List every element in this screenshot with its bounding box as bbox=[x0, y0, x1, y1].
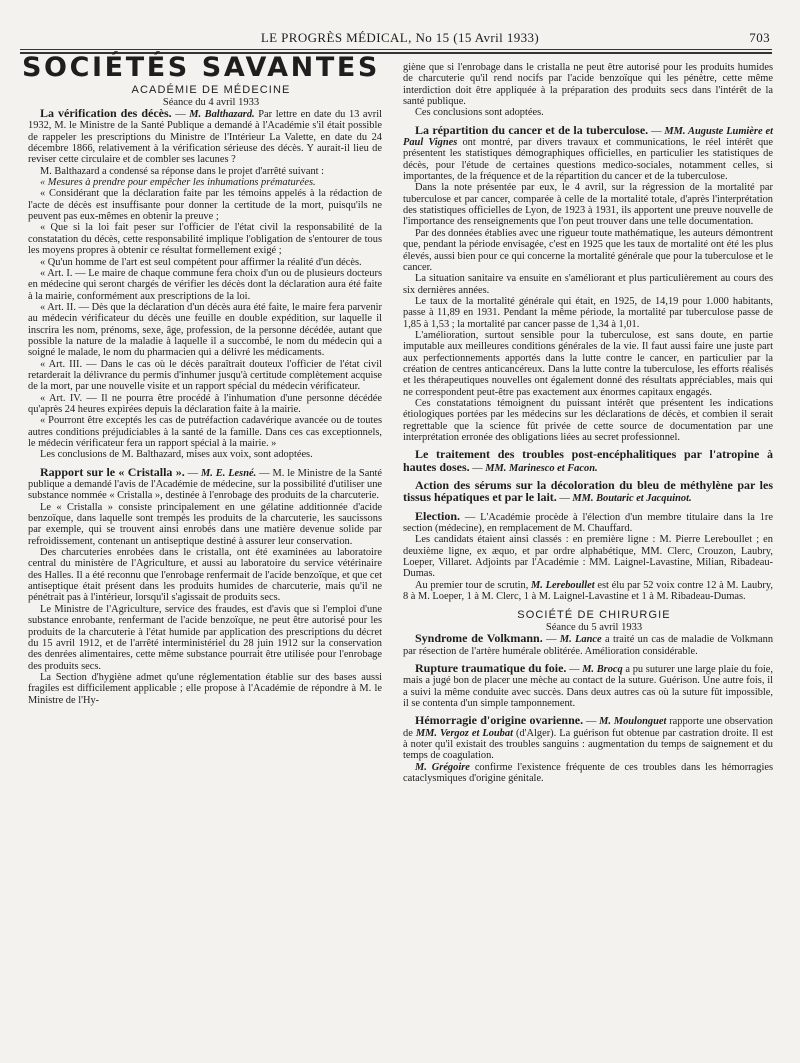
entry-author: MM. Marinesco et Facon. bbox=[485, 462, 598, 474]
academy-date: Séance du 4 avril 1933 bbox=[162, 96, 260, 108]
entry-rupture-foie bbox=[403, 660, 773, 709]
paragraph-text: est élu par 52 voix contre 12 à M. Laubry, 8 à M. Loeper, 1 à M. Clerc, 1 à M. Laignel-Lavastine et 1 à M. Ribadeau-Dumas. bbox=[403, 579, 773, 603]
entry-text: — M. le Ministre de la Santé publique a demandé l'avis de l'Académie de médecine, sur la possibilité d'utiliser une substance nommée « Cristalla », destinée à l'enrobage des produits de la charcuterie. bbox=[28, 467, 383, 502]
entry-title: La répartition du cancer et de la tuberculose. bbox=[415, 122, 649, 137]
left-column bbox=[22, 52, 383, 706]
paragraph bbox=[403, 762, 773, 785]
entry-text: — L'Académie procède à l'élection d'un membre titulaire dans la 1re section (médecine), en remplacement de M. Chauffard. bbox=[403, 511, 773, 535]
paragraph: « Que si la loi fait peser sur l'officier de l'état civil la responsabilité de la constatation du décès, cette responsabilité implique l'obligation de s'entourer de tous les moyens propres à obtenir ce résultat formellement exigé ; bbox=[28, 222, 382, 257]
right-column bbox=[403, 62, 773, 784]
page-number: 703 bbox=[749, 30, 770, 45]
entry-text: ont montré, par divers travaux et communications, le réel intérêt que présentent les statistiques démographiques officielles, en particulier les statistiques de décès, pour l'étude de certaines questions medico-sociales, notamment celles, si importantes, de la fréquence et de la répartition du cancer et de la tuberculose. bbox=[403, 137, 773, 183]
entry-title: Rapport sur le « Cristalla ». bbox=[40, 464, 185, 479]
entry-title: Rupture traumatique du foie. bbox=[415, 660, 567, 675]
entry-title: Le traitement des troubles post-encéphalitiques par l'atropine à hautes doses. bbox=[403, 447, 773, 474]
entry-cancer-tuberculose bbox=[403, 122, 773, 183]
section-title: SOCIÉTÉS SAVANTES bbox=[22, 52, 380, 83]
paragraph: La Section d'hygiène admet qu'une réglementation établie sur des bases aussi fragiles est difficilement applicable ; elle propose à l'Académie de répondre à M. le Ministre de l'Hy- bbox=[28, 671, 382, 706]
paragraph-text: confirme l'existence fréquente de ces troubles dans les hémorragies cataclysmiques d'origine génitale. bbox=[403, 761, 773, 784]
entry-author: MM. Vergoz et Loubat bbox=[415, 727, 513, 739]
entry-separator: — bbox=[583, 716, 600, 728]
entry-title: Election. bbox=[415, 508, 460, 523]
entry-author: M. Balthazard. bbox=[189, 109, 255, 121]
entry-separator: — bbox=[566, 663, 583, 675]
entry-author: M. Brocq bbox=[582, 663, 623, 675]
entry-separator: — bbox=[648, 125, 665, 137]
entry-separator: — bbox=[184, 467, 201, 479]
paragraph: Les candidats étaient ainsi classés : en première ligne : M. Pierre Lereboullet ; en deuxième ligne, ex æquo, et par ordre alphabétique, MM. Clerc, Crouzon, Laubry, Loeper, Villaret. Adjoints par l'Académie : MM. Laignel-Lavastine, Milian, Ribadeau-Dumas. bbox=[403, 534, 773, 580]
entry-author: M. Lance bbox=[559, 634, 602, 646]
paragraph: « Art. III. — Dans le cas où le décès paraîtrait douteux l'officier de l'état civil retarderait la délivrance du permis d'inhumer jusqu'à certitude complètement acquise de la mort, par une nouvelle visite et un rapport spécial du médecin vérificateur. bbox=[28, 358, 382, 393]
entry-election bbox=[403, 508, 773, 535]
surgery-date: Séance du 5 avril 1933 bbox=[545, 621, 643, 633]
entry-author: M. E. Lesné. bbox=[201, 467, 257, 479]
paragraph: Dans la note présentée par eux, le 4 avril, sur la régression de la mortalité par tuberculose et par cancer, comparée à celle de la mortalité totale, d'après l'interprétation des statistiques officielles de Lyon, de 1923 à 1931, ils apportent une preuve nouvelle de l'importance des renseignements que l'on peut trouver dans une telle documentation. bbox=[403, 182, 773, 228]
paragraph: Des charcuteries enrobées dans le cristalla, ont été examinées au laboratoire central du ministère de l'Agriculture, et aussi au laboratoire du service vétérinaire des Halles. Il a été reconnu que l'enrobage renfermait de l'acide benzoïque, et que cet antiseptique était présent dans les produits humides de charcuterie, mais qu'il ne pénétrait pas à l'intérieur, lorsqu'il s'agissait de produits secs. bbox=[28, 547, 382, 604]
entry-author: M. Lereboullet bbox=[531, 579, 595, 591]
entry-author: MM. Boutaric et Jacquinot. bbox=[572, 493, 692, 505]
entry-serums bbox=[403, 480, 773, 505]
paragraph: M. Balthazard a condensé sa réponse dans le projet d'arrêté suivant : bbox=[40, 165, 325, 177]
paragraph: Le Ministre de l'Agriculture, service des fraudes, est d'avis que si l'emploi d'une substance enrobante, renfermant de l'acide benzoïque, ne peut être autorisé pour les produits de la charcuterie à l'état humide par application des prescriptions du décret du 15 avril 1912, et de l'arrêté interministériel du 28 juin 1912 sur la conservation des denrées alimentaires, cette même substance pourrait être utilisée pour l'enrobage des produits secs. bbox=[28, 603, 382, 672]
running-header bbox=[30, 30, 770, 50]
entry-title: Syndrome de Volkmann. bbox=[415, 631, 543, 646]
entry-title: La vérification des décès. bbox=[40, 106, 172, 121]
paragraph: « Art. I. — Le maire de chaque commune fera choix d'un ou de plusieurs docteurs en médecine qui seront chargés de vérifier les décès dont la déclaration aura été faite à la mairie, conformément aux prescriptions de la loi. bbox=[28, 267, 382, 302]
paragraph: « Considérant que la déclaration faite par les témoins appelés à la rédaction de l'acte de décès est insuffisante pour donner la certitude de la mort, puisqu'ils ne peuvent pas eux-mêmes en obtenir la preuve ; bbox=[28, 188, 382, 223]
entry-separator: — bbox=[469, 462, 486, 474]
entry-text: a pu suturer une large plaie du foie, mais a jugé bon de placer une mèche au contact de la suture. Guérison. Une autre fois, il a suivi la même conduite avec succès. Dans deux autres cas où la suture fût impossible, il se contenta d'un simple tamponnement. bbox=[403, 663, 773, 709]
entry-post-encephalitiques bbox=[403, 449, 773, 474]
entry-title: Hémorragie d'origine ovarienne. bbox=[415, 713, 584, 728]
entry-separator: — bbox=[556, 493, 573, 505]
entry-author: M. Moulonguet bbox=[599, 716, 667, 728]
running-title: LE PROGRÈS MÉDICAL, No 15 (15 Avril 1933) bbox=[260, 30, 540, 45]
entry-author: MM. Auguste Lumière et Paul Vignes bbox=[403, 125, 773, 149]
paragraph: « Qu'un homme de l'art est seul compétent pour affirmer la réalité d'un décès. bbox=[40, 256, 362, 268]
paragraph: « Mesures à prendre pour empêcher les inhumations prématurées. bbox=[40, 177, 316, 189]
entry-text: (d'Alger). La guérison fut obtenue par castration droite. Il est à noter qu'il existait des troubles sanguins : augmentation du temps de saignement et du temps de coagulation. bbox=[403, 727, 774, 762]
paragraph-text: Au premier tour de scrutin, bbox=[415, 579, 532, 591]
paragraph: giène que si l'enrobage dans le cristalla ne peut être autorisé pour les produits humides de charcuterie qu'il rend nocifs par l'acide benzoïque qui les pénètre, cette même interdiction doit être appliquée à la préparation des produits secs dans l'intérêt de la santé publique. bbox=[403, 62, 773, 108]
entry-author: M. Grégoire bbox=[415, 761, 470, 773]
paragraph: Le taux de la mortalité générale qui était, en 1925, de 14,19 pour 1.000 habitants, passe à 11,89 en 1931. Pendant la même période, la mortalité par tuberculose passe de 1,85 à 1,53 ; la mortalité par cancer passe de 1,34 à 1,01. bbox=[403, 295, 773, 330]
paragraph: Par des données établies avec une rigueur toute mathématique, les auteurs démontrent que, pendant la période envisagée, c'est en 1925 que les taux de mortalité ont été les plus élevés, aussi bien pour ce qui concerne la mortalité générale que pour la tuberculose et le cancer. bbox=[403, 227, 773, 273]
entry-hemorragie-ovarienne bbox=[403, 715, 773, 761]
paragraph: Ces conclusions sont adoptées. bbox=[415, 107, 544, 119]
entry-separator: — bbox=[542, 634, 560, 646]
paragraph: « Art. II. — Dès que la déclaration d'un décès aura été faite, le maire fera parvenir au médecin vérificateur du décès une feuille en double expédition, sur laquelle il inscrira les nom, prénoms, sexe, âge, profession, de la personne décédée, autant que possible la nature de la maladie à laquelle il a succombé, le nom du médecin qui a soigné le malade, le nom du pharmacien qui a délivré les médicaments. bbox=[28, 301, 382, 359]
paragraph: Les conclusions de M. Balthazard, mises aux voix, sont adoptées. bbox=[40, 449, 313, 461]
entry-title: Action des sérums sur la décoloration du bleu de méthylène par les tissus hépatiques et par le lait. bbox=[403, 478, 773, 505]
entry-volkmann bbox=[403, 633, 773, 657]
entry-text: rapporte une observation de bbox=[403, 716, 773, 739]
paragraph: Le « Cristalla » consiste principalement en une gélatine additionnée d'acide benzoïque, dans laquelle sont trempés les produits de la charcuterie, les saucissons par exemple, qui se trouvent ainsi enrobés dans une matière devenue solide par refroidissement, contenant un antiseptique destiné à assurer leur conservation. bbox=[28, 501, 382, 547]
surgery-heading: SOCIÉTÉ DE CHIRURGIE bbox=[517, 609, 671, 622]
paragraph bbox=[403, 580, 773, 603]
entry-verification-deces bbox=[28, 108, 382, 166]
paragraph: La situation sanitaire va ensuite en s'améliorant et plus particulièrement au cours des six dernières années. bbox=[403, 273, 773, 296]
entry-text: Par lettre en date du 13 avril 1932, M. le Ministre de la Santé Publique a demandé à l'Académie s'il était possible de rappeler les prescriptions du Ministre de l'Intérieur La Valette, en date du 24 décembre 1866, relativement à la vérification sérieuse des décès. Y aurait-il lieu de reviser cette circulaire et de combler ses lacunes ? bbox=[28, 109, 382, 166]
paragraph: L'amélioration, surtout sensible pour la tuberculose, est sans doute, en partie imputable aux meilleures conditions générales de la vie. Il faut aussi faire une juste part aux perfectionnements apportés dans la lutte contre le cancer, en particulier par la création de centres anticancéreux. Dans la lutte contre la tuberculose, les efforts réalisés et les thérapeutiques nouvelles ont également donné des résultats appréciables, mais qui ne correspondent peut-être pas exactement aux énormes capitaux engagés. bbox=[403, 329, 773, 398]
header-rule bbox=[20, 49, 772, 50]
entry-text: a traité un cas de maladie de Volkmann par résection de l'artère humérale oblitérée. Amélioration considérable. bbox=[403, 634, 774, 657]
entry-separator: — bbox=[171, 109, 190, 121]
paragraph: Ces constatations témoignent du puissant intérêt que présentent les indications étiologiques portées par les médecins sur les déclarations de décès, et combien il serait regrettable que la science fût privée de cette source de documentation par une interprétation erronée des obligations liées au secret professionnel. bbox=[403, 397, 773, 443]
academy-heading: ACADÉMIE DE MÉDECINE bbox=[131, 84, 291, 97]
paragraph: « Pourront être exceptés les cas de putréfaction cadavérique avancée ou de toutes autres conditions préjudiciables à la santé de la famille. Dans ces cas exceptionnels, le médecin vérificateur fera un rapport spécial à la mairie. » bbox=[28, 415, 382, 449]
entry-cristalla bbox=[28, 464, 383, 502]
paragraph: « Art. IV. — Il ne pourra être procédé à l'inhumation d'une personne décédée qu'après 24 heures expirées depuis la déclaration faite à la mairie. bbox=[28, 392, 382, 415]
